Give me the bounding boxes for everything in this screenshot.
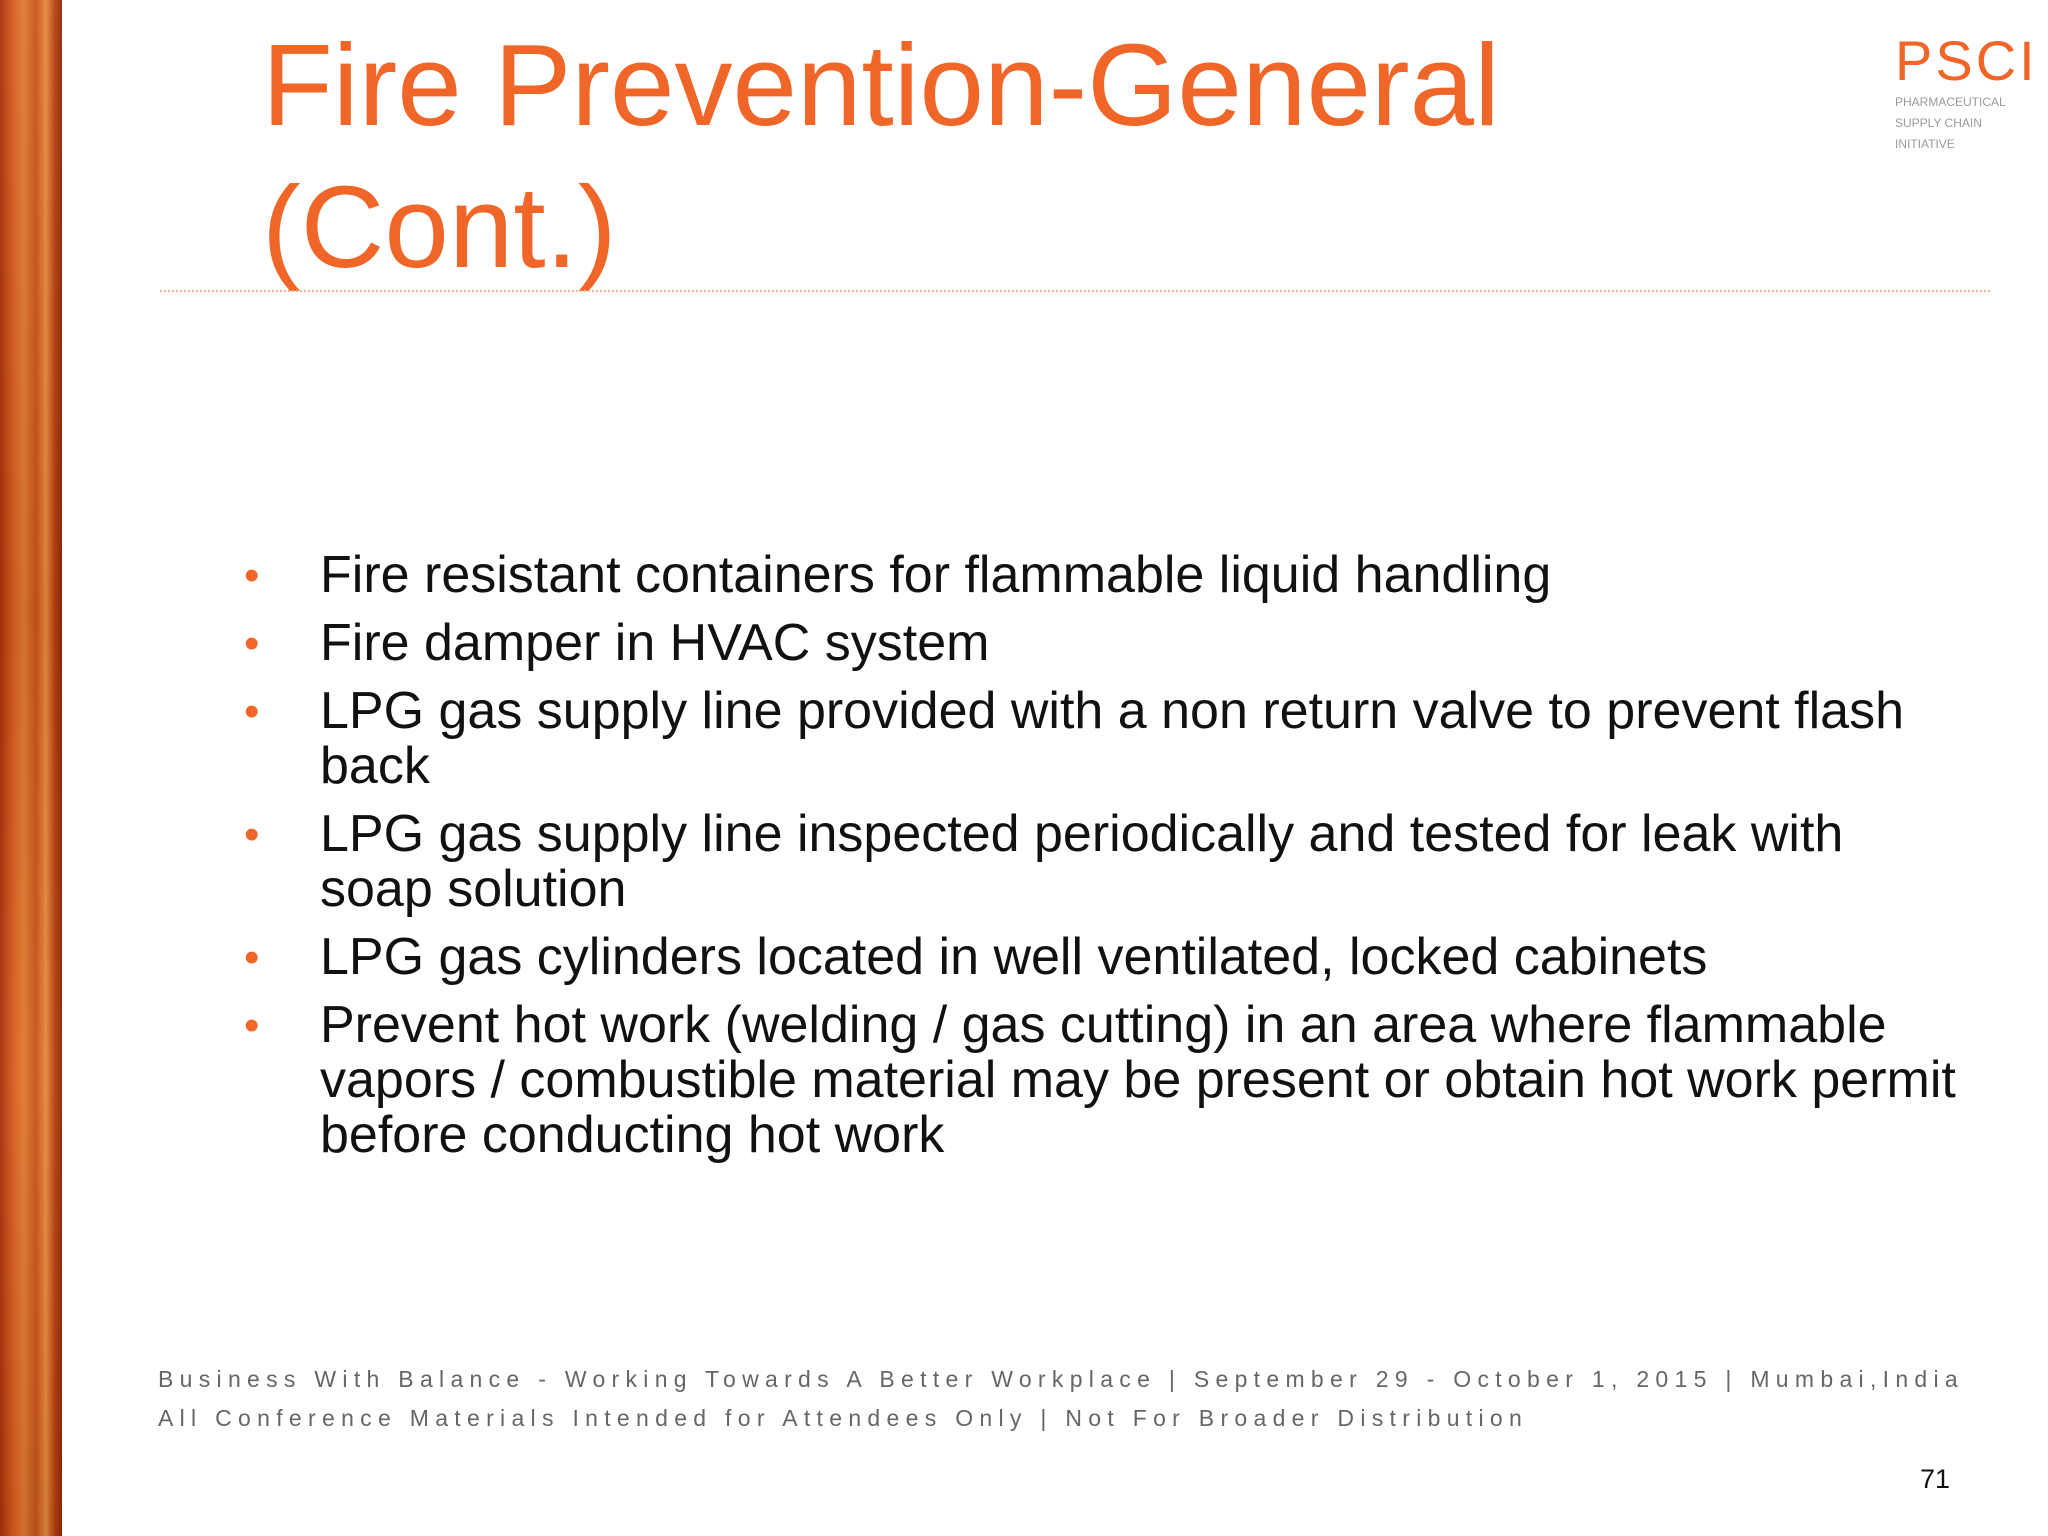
footer-event-line: Business With Balance - Working Towards A Better Workplace | September 29 - October 1, 2015 | Mumbai,India xyxy=(158,1366,1965,1392)
bullet-text: LPG gas supply line provided with a non return valve to prevent flash back xyxy=(320,682,1905,795)
bullet-item xyxy=(240,616,1960,671)
bullet-marker-icon: • xyxy=(244,933,260,982)
bullet-marker-icon: • xyxy=(244,810,260,859)
bullet-marker-icon: • xyxy=(244,1001,260,1050)
bullet-text: Prevent hot work (welding / gas cutting) in an area where flammable vapors / combustible material may be present or obtain hot work permit before conducting hot work xyxy=(320,996,1956,1164)
bullet-item xyxy=(240,684,1960,794)
bullet-item xyxy=(240,998,1960,1163)
bullet-text: Fire resistant containers for flammable liquid handling xyxy=(320,546,1552,604)
bullet-text: LPG gas cylinders located in well ventilated, locked cabinets xyxy=(320,928,1708,986)
psci-logo xyxy=(1895,29,2038,170)
bullet-marker-icon: • xyxy=(244,619,260,668)
decorative-sidebar-shade xyxy=(0,0,62,1536)
slide-title: Fire Prevention-General (Cont.) xyxy=(262,20,1500,292)
logo-subtitle-line: SUPPLY CHAIN xyxy=(1895,116,1982,130)
bullet-item xyxy=(240,930,1960,985)
bullet-marker-icon: • xyxy=(244,551,260,600)
footer-disclaimer-line: All Conference Materials Intended for Attendees Only | Not For Broader Distribution xyxy=(158,1405,1529,1431)
page-number: 71 xyxy=(1919,1464,1950,1494)
logo-wordmark: PSCI xyxy=(1895,29,2038,92)
bullet-list xyxy=(240,548,1960,1176)
bullet-item xyxy=(240,548,1960,603)
bullet-item xyxy=(240,807,1960,917)
logo-subtitle-line: PHARMACEUTICAL xyxy=(1895,95,2006,109)
bullet-text: Fire damper in HVAC system xyxy=(320,614,990,672)
logo-subtitle-line: INITIATIVE xyxy=(1895,137,1955,151)
bullet-text: LPG gas supply line inspected periodically and tested for leak with soap solution xyxy=(320,805,1844,918)
title-divider xyxy=(160,290,1990,292)
bullet-marker-icon: • xyxy=(244,687,260,736)
